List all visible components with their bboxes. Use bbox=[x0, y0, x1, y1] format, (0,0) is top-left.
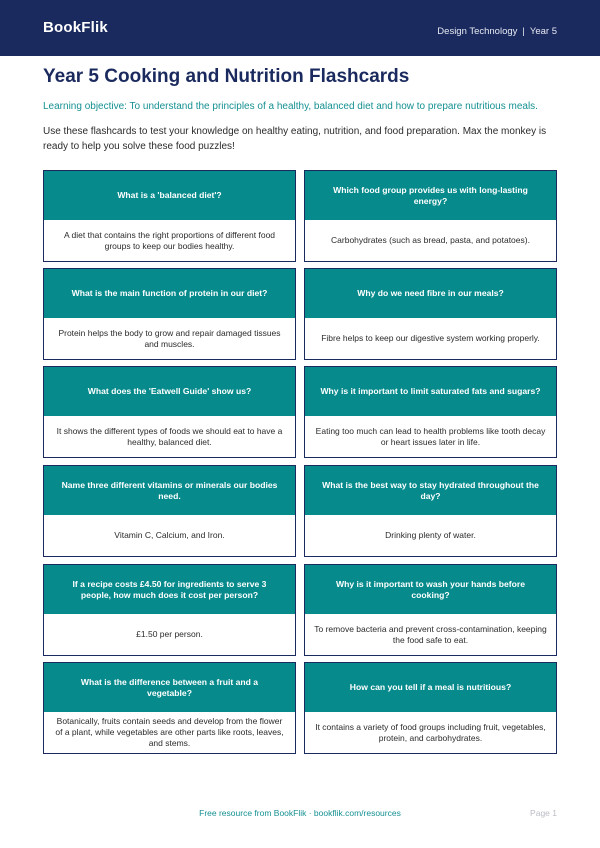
flashcard-question: What is the difference between a fruit and a vegetable? bbox=[44, 663, 295, 712]
flashcard[interactable] bbox=[43, 268, 296, 360]
flashcard-question: Why is it important to wash your hands before cooking? bbox=[305, 565, 556, 614]
flashcard[interactable] bbox=[43, 564, 296, 656]
breadcrumb-subject: Design Technology bbox=[437, 26, 518, 37]
flashcard-answer: Drinking plenty of water. bbox=[385, 530, 476, 540]
flashcard-answer: Fibre helps to keep our digestive system working properly. bbox=[321, 333, 540, 343]
flashcard-answer: It contains a variety of food groups including fruit, vegetables, protein, and carbohydrates. bbox=[315, 721, 546, 743]
flashcard-question: Why do we need fibre in our meals? bbox=[305, 269, 556, 318]
header-bar bbox=[0, 0, 600, 56]
flashcard-question: What does the 'Eatwell Guide' show us? bbox=[44, 367, 295, 416]
page-number: Page 1 bbox=[530, 808, 557, 818]
page-title: Year 5 Cooking and Nutrition Flashcards bbox=[43, 66, 410, 87]
learning-objective: Learning objective: To understand the principles of a healthy, balanced diet and how to prepare nutritious meals. bbox=[43, 101, 538, 112]
flashcard-question: How can you tell if a meal is nutritious? bbox=[305, 663, 556, 712]
flashcard-answer: Vitamin C, Calcium, and Iron. bbox=[114, 530, 225, 540]
flashcard-answer: It shows the different types of foods we should eat to have a healthy, balanced diet. bbox=[56, 425, 283, 447]
flashcard[interactable] bbox=[304, 268, 557, 360]
flashcard[interactable] bbox=[43, 366, 296, 458]
flashcard[interactable] bbox=[43, 465, 296, 557]
breadcrumb bbox=[437, 26, 557, 37]
breadcrumb-year: Year 5 bbox=[529, 26, 557, 37]
intro-text: Use these flashcards to test your knowledge on healthy eating, nutrition, and food preparation. Max the monkey is ready to help you solve these food puzzles! bbox=[43, 126, 547, 152]
flashcard[interactable] bbox=[43, 170, 296, 262]
flashcard-answer: Botanically, fruits contain seeds and develop from the flower of a plant, while vegetables are other parts like roots, leaves, and stems. bbox=[55, 716, 284, 748]
flashcard-answer: Carbohydrates (such as bread, pasta, and potatoes). bbox=[331, 235, 530, 245]
flashcard[interactable] bbox=[304, 170, 557, 262]
flashcard-answer: Protein helps the body to grow and repair damaged tissues and muscles. bbox=[58, 327, 281, 349]
flashcard[interactable] bbox=[43, 662, 296, 754]
flashcard[interactable] bbox=[304, 662, 557, 754]
flashcard-question: If a recipe costs £4.50 for ingredients to serve 3 people, how much does it cost per person? bbox=[44, 565, 295, 614]
flashcard-question: Why is it important to limit saturated fats and sugars? bbox=[305, 367, 556, 416]
flashcard[interactable] bbox=[304, 366, 557, 458]
flashcard-question: What is the main function of protein in our diet? bbox=[44, 269, 295, 318]
flashcard[interactable] bbox=[304, 465, 557, 557]
flashcard[interactable] bbox=[304, 564, 557, 656]
flashcard-question: What is a 'balanced diet'? bbox=[44, 171, 295, 220]
flashcard-answer: £1.50 per person. bbox=[136, 629, 203, 639]
flashcard-question: Name three different vitamins or minerals our bodies need. bbox=[44, 466, 295, 515]
flashcard-question: Which food group provides us with long-lasting energy? bbox=[305, 171, 556, 220]
footer-credit[interactable]: Free resource from BookFlik · bookflik.com/resources bbox=[199, 808, 401, 818]
flashcard-answer: A diet that contains the right proportions of different food groups to keep our bodies healthy. bbox=[63, 229, 276, 251]
flashcard-answer: Eating too much can lead to health problems like tooth decay or heart issues later in life. bbox=[315, 425, 546, 447]
breadcrumb-separator: | bbox=[522, 26, 525, 37]
brand-logo[interactable]: BookFlik bbox=[43, 19, 108, 36]
flashcard-answer: To remove bacteria and prevent cross-contamination, keeping the food safe to eat. bbox=[314, 623, 547, 645]
flashcard-question: What is the best way to stay hydrated throughout the day? bbox=[305, 466, 556, 515]
